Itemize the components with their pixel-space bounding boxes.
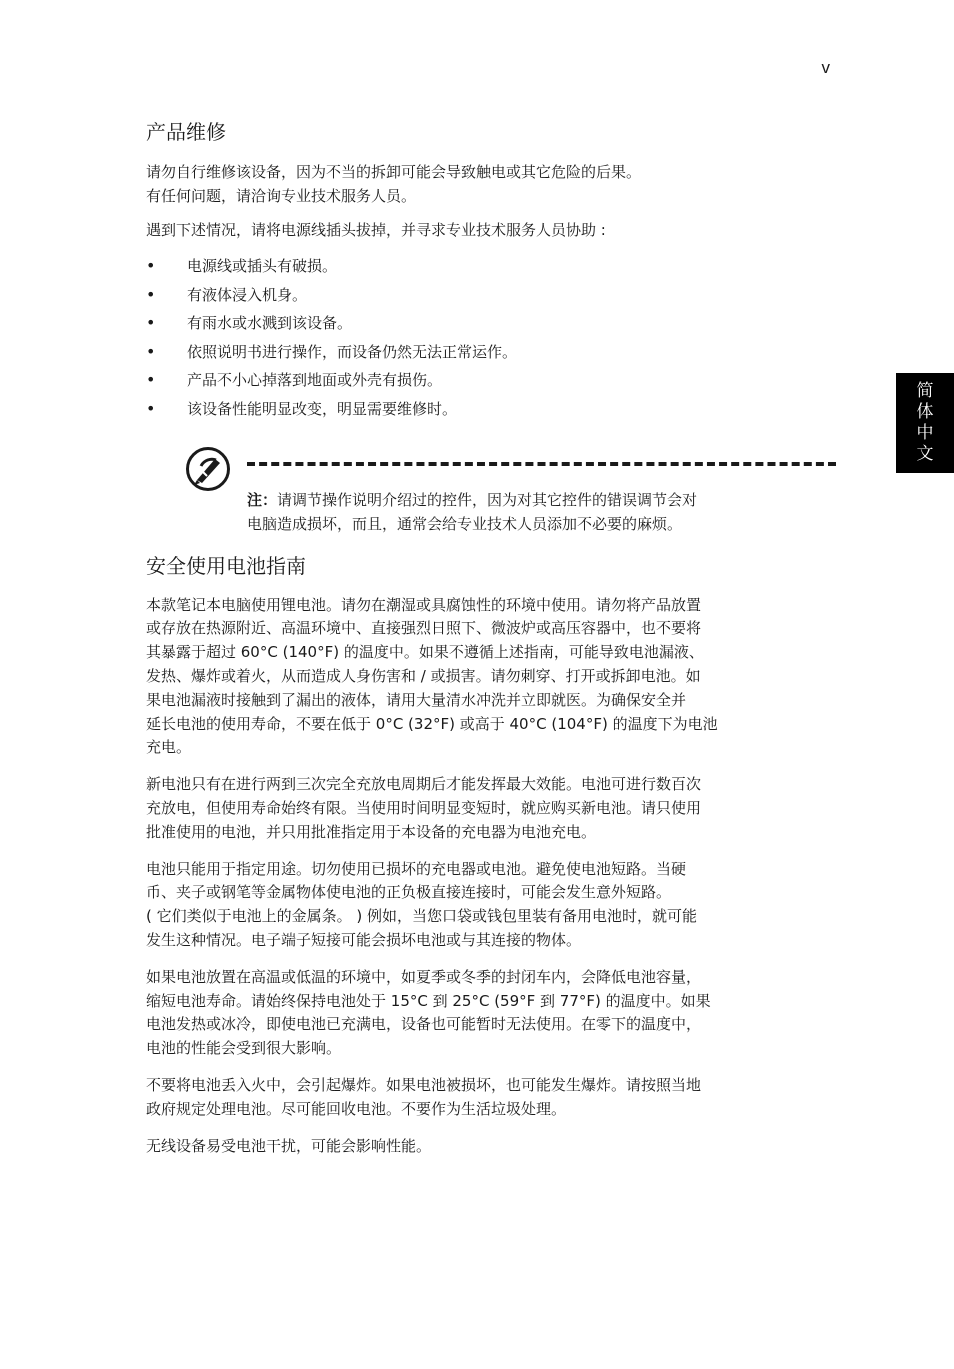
language-tab-char: 简 bbox=[916, 381, 934, 401]
page-number: v bbox=[821, 58, 830, 77]
text-line: 新电池只有在进行两到三次完全充放电周期后才能发挥最大效能。电池可进行数百次 bbox=[146, 775, 702, 794]
text-line: 发生这种情况。电子端子短接可能会损坏电池或与其连接的物体。 bbox=[146, 930, 582, 949]
text-line: 批准使用的电池，并只用批准指定用于本设备的充电器为电池充电。 bbox=[146, 822, 597, 841]
text-line: 延长电池的使用寿命，不要在低于 0°C (32°F) 或高于 40°C (104°F) 的温度下为电池 bbox=[146, 714, 718, 733]
note-line: 电脑造成损坏，而且，通常会给专业技术人员添加不必要的麻烦。 bbox=[247, 514, 683, 533]
section-title: 安全使用电池指南 bbox=[146, 553, 306, 578]
battery-paragraph bbox=[146, 594, 836, 761]
note-line bbox=[247, 488, 697, 512]
bullet-icon: • bbox=[146, 284, 156, 304]
text-line: 或存放在热源附近、高温环境中、直接强烈日照下、微波炉或高压容器中，也不要将 bbox=[146, 619, 702, 638]
note-line-text: 请调节操作说明介绍过的控件，因为对其它控件的错误调节会对 bbox=[277, 490, 698, 509]
bullet-icon: • bbox=[146, 370, 156, 390]
note-divider bbox=[247, 462, 836, 466]
list-item-text: 有液体浸入机身。 bbox=[187, 285, 308, 304]
text-line: 政府规定处理电池。尽可能回收电池。不要作为生活垃圾处理。 bbox=[146, 1099, 567, 1118]
text-line: 电池只能用于指定用途。切勿使用已损坏的充电器或电池。避免使电池短路。当硬 bbox=[146, 859, 687, 878]
text-line: 缩短电池寿命。请始终保持电池处于 15°C 到 25°C (59°F 到 77°F) 的温度中。如果 bbox=[146, 991, 711, 1010]
language-tab-char: 中 bbox=[916, 423, 934, 443]
list-item bbox=[146, 366, 836, 395]
battery-paragraph bbox=[146, 1135, 836, 1159]
note-label: 注： bbox=[247, 490, 278, 509]
language-tab-char: 体 bbox=[916, 402, 934, 422]
bullet-icon: • bbox=[146, 398, 156, 418]
product-service-section bbox=[146, 118, 836, 424]
battery-paragraph bbox=[146, 1074, 836, 1122]
text-line: ( 它们类似于电池上的金属条。 ) 例如，当您口袋或钱包里装有备用电池时，就可能 bbox=[146, 907, 698, 926]
page-content bbox=[146, 118, 836, 1171]
text-line: 币、夹子或钢笔等金属物体使电池的正负极直接连接时，可能会发生意外短路。 bbox=[146, 883, 672, 902]
text-line: 电池的性能会受到很大影响。 bbox=[146, 1039, 342, 1058]
bullet-icon: • bbox=[146, 256, 156, 275]
text-line: 充放电，但使用寿命始终有限。当使用时间明显变短时，就应购买新电池。请只使用 bbox=[146, 798, 702, 817]
bullet-icon: • bbox=[146, 313, 156, 333]
text-line: 其暴露于超过 60°C (140°F) 的温度中。如果不遵循上述指南，可能导致电池漏液、 bbox=[146, 643, 704, 662]
battery-paragraph bbox=[146, 858, 836, 953]
battery-paragraph bbox=[146, 773, 836, 844]
list-item-text: 依照说明书进行操作，而设备仍然无法正常运作。 bbox=[187, 342, 518, 361]
text-line: 发热、爆炸或着火，从而造成人身伤害和 / 或损害。请勿刺穿、打开或拆卸电池。如 bbox=[146, 666, 701, 685]
note-text bbox=[247, 488, 697, 536]
text-line: 本款笔记本电脑使用锂电池。请勿在潮湿或具腐蚀性的环境中使用。请勿将产品放置 bbox=[146, 595, 702, 614]
note-box bbox=[146, 446, 836, 546]
list-item-text: 产品不小心掉落到地面或外壳有损伤。 bbox=[187, 371, 443, 390]
list-item bbox=[146, 281, 836, 310]
list-item-text: 电源线或插头有破损。 bbox=[187, 257, 338, 275]
section-title: 产品维修 bbox=[146, 120, 226, 144]
service-condition-list bbox=[146, 252, 836, 424]
list-item-text: 该设备性能明显改变，明显需要维修时。 bbox=[187, 399, 458, 418]
text-line: 电池发热或冰冷，即使电池已充满电，设备也可能暂时无法使用。在零下的温度中， bbox=[146, 1015, 702, 1034]
text-line: 请勿自行维修该设备，因为不当的拆卸可能会导致触电或其它危险的后果。 bbox=[146, 163, 642, 181]
list-item bbox=[146, 252, 836, 281]
text-line: 充电。 bbox=[146, 738, 192, 757]
text-line: 果电池漏液时接触到了漏出的液体，请用大量清水冲洗并立即就医。为确保安全并 bbox=[146, 690, 687, 709]
list-item bbox=[146, 309, 836, 338]
text-line: 无线设备易受电池干扰，可能会影响性能。 bbox=[146, 1136, 432, 1155]
lead-paragraph: 遇到下述情况，请将电源线插头拔掉，并寻求专业技术服务人员协助 : bbox=[146, 221, 606, 239]
text-line: 不要将电池丢入火中，会引起爆炸。如果电池被损坏，也可能发生爆炸。请按照当地 bbox=[146, 1075, 702, 1094]
list-item bbox=[146, 338, 836, 367]
list-item-text: 有雨水或水溅到该设备。 bbox=[187, 314, 353, 333]
battery-safety-section bbox=[146, 552, 836, 1159]
text-line: 有任何问题，请洽询专业技术服务人员。 bbox=[146, 187, 417, 205]
battery-paragraph bbox=[146, 966, 836, 1061]
note-pen-icon bbox=[185, 446, 231, 492]
list-item bbox=[146, 395, 836, 424]
bullet-icon: • bbox=[146, 341, 156, 361]
language-tab bbox=[896, 373, 954, 473]
intro-paragraph bbox=[146, 160, 836, 208]
text-line: 如果电池放置在高温或低温的环境中，如夏季或冬季的封闭车内，会降低电池容量， bbox=[146, 967, 702, 986]
language-tab-char: 文 bbox=[916, 444, 934, 464]
